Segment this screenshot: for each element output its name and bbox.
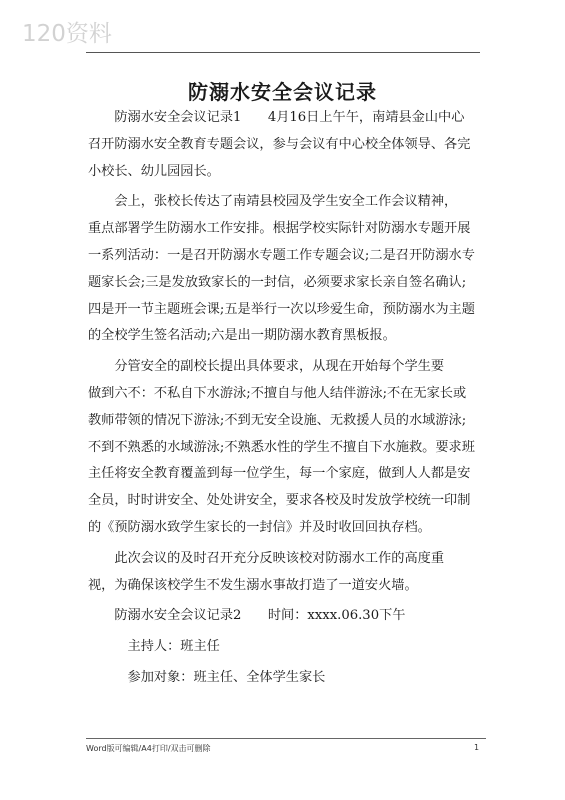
body-line: 重点部署学生防溺水工作安排。根据学校实际针对防溺水专题开展 <box>88 221 471 237</box>
body-line: 参加对象：班主任、全体学生家长 <box>88 669 326 685</box>
body-line: 分管安全的副校长提出具体要求，从现在开始每个学生要 <box>88 359 445 375</box>
footer-note: Word版可编辑/A4打印/双击可删除 <box>86 744 211 753</box>
body-line: 主任将安全教育覆盖到每一位学生，每一个家庭，做到人人都是安 <box>88 466 471 482</box>
document-title: 防溺水安全会议记录 <box>188 80 377 104</box>
body-line: 会上，张校长传达了南靖县校园及学生安全工作会议精神， <box>88 194 458 210</box>
body-line: 四是开一节主题班会课;五是举行一次以珍爱生命，预防溺水为主题 <box>88 301 475 317</box>
body-line: 全员，时时讲安全、处处讲安全，要求各校及时发放学校统一印制 <box>88 493 471 509</box>
body-line: 防溺水安全会议记录2 时间：xxxx.06.30下午 <box>88 608 406 624</box>
body-line: 此次会议的及时召开充分反映该校对防溺水工作的高度重 <box>88 550 445 566</box>
body-line: 召开防溺水安全教育专题会议，参与会议有中心校全体领导、各完 <box>88 136 471 152</box>
document-body <box>88 105 488 692</box>
body-line: 的《预防溺水致学生家长的一封信》并及时收回回执存档。 <box>88 519 431 535</box>
body-line: 一系列活动：一是召开防溺水专题工作专题会议;二是召开防溺水专 <box>88 247 475 263</box>
body-line: 教师带领的情况下游泳;不到无安全设施、无救援人员的水域游泳; <box>88 412 467 428</box>
header-divider <box>86 52 480 53</box>
body-line: 题家长会;三是发放致家长的一封信，必须要求家长亲自签名确认; <box>88 274 467 290</box>
body-line: 做到六不：不私自下水游泳;不擅自与他人结伴游泳;不在无家长或 <box>88 385 467 401</box>
body-line: 的全校学生签名活动;六是出一期防溺水教育黑板报。 <box>88 328 396 344</box>
body-line: 小校长、幼儿园园长。 <box>88 163 220 179</box>
body-line: 主持人：班主任 <box>88 639 220 655</box>
footer-divider <box>86 738 486 739</box>
watermark-logo: 120资料 <box>22 21 112 47</box>
body-line: 不到不熟悉的水域游泳;不熟悉水性的学生不擅自下水施救。要求班 <box>88 439 475 455</box>
page-number: 1 <box>474 743 480 752</box>
body-line: 视，为确保该校学生不发生溺水事故打造了一道安火墙。 <box>88 577 418 593</box>
body-line: 防溺水安全会议记录1 4月16日上午午，南靖县金山中心 <box>88 110 465 125</box>
